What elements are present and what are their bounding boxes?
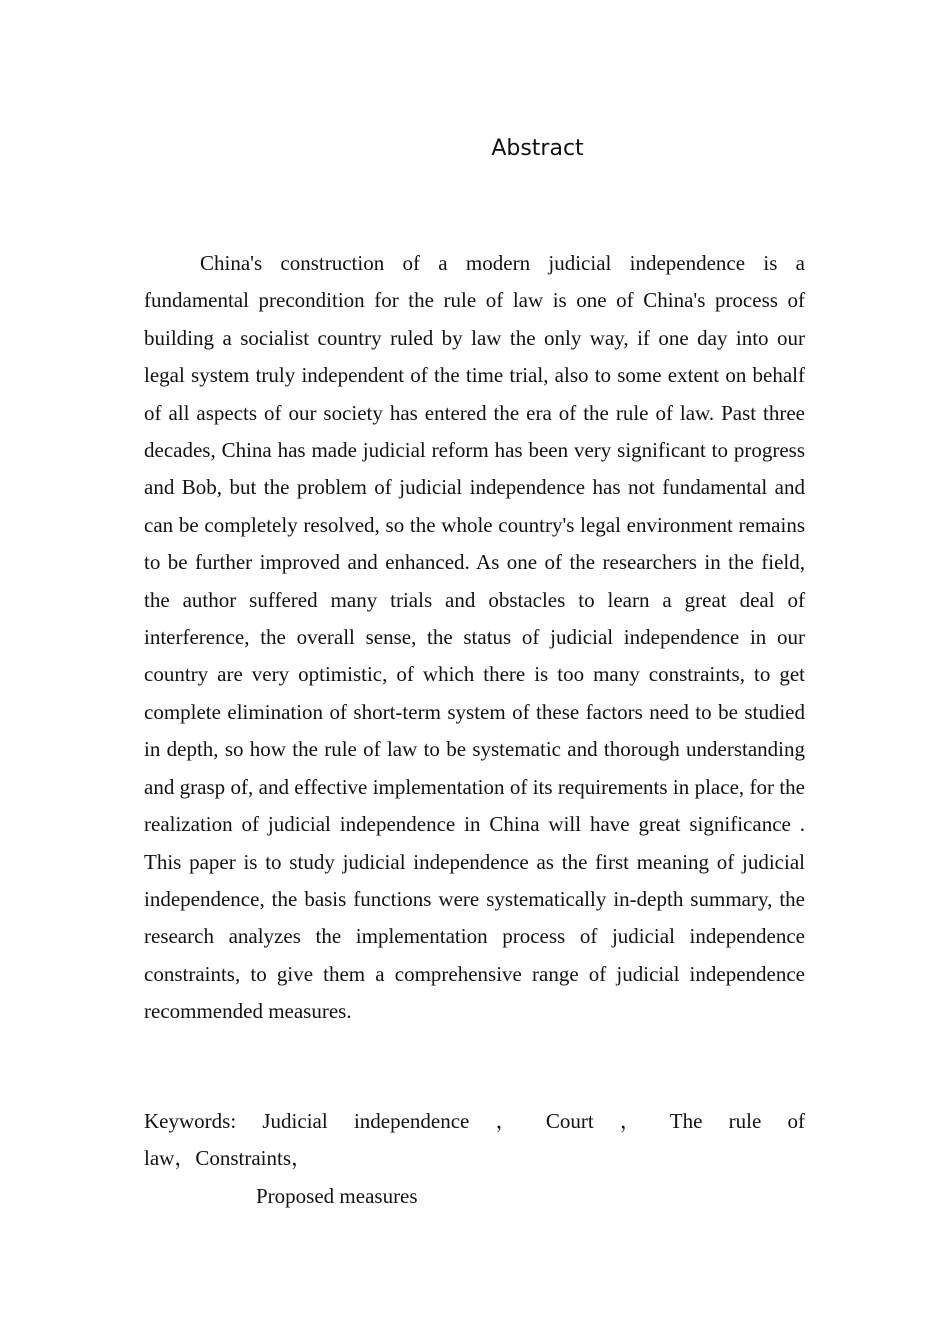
keywords-line: Keywords: Judicial independence ， Court ， The rule of law，Constraints， [144,1109,805,1171]
page-title: Abstract [491,136,584,161]
abstract-paragraph: China's construction of a modern judicial independence is a fundamental precondition for the rule of law is one of China's process of building a socialist country ruled by law the only way, if one day into our legal system truly independent of the time trial, also to some extent on behalf of all aspects of our society has entered the era of the rule of law. Past three decades, China has made judicial reform has been very significant to progress and Bob, but the problem of judicial independence has not fundamental and can be completely resolved, so the whole country's legal environment remains to be further improved and enhanced. As one of the researchers in the field, the author suffered many trials and obstacles to learn a great deal of interference, the overall sense, the status of judicial independence in our country are very optimistic, of which there is too many constraints, to get complete elimination of short-term system of these factors need to be studied in depth, so how the rule of law to be systematic and thorough understanding and grasp of, and effective implementation of its requirements in place, for the realization of judicial independence in China will have great significance . This paper is to study judicial independence as the first meaning of judicial independence, the basis functions were systematically in-depth summary, the research analyzes the implementation process of judicial independence constraints, to give them a comprehensive range of judicial independence recommended measures. [144,251,805,1024]
keywords-continuation: Proposed measures [256,1184,418,1208]
